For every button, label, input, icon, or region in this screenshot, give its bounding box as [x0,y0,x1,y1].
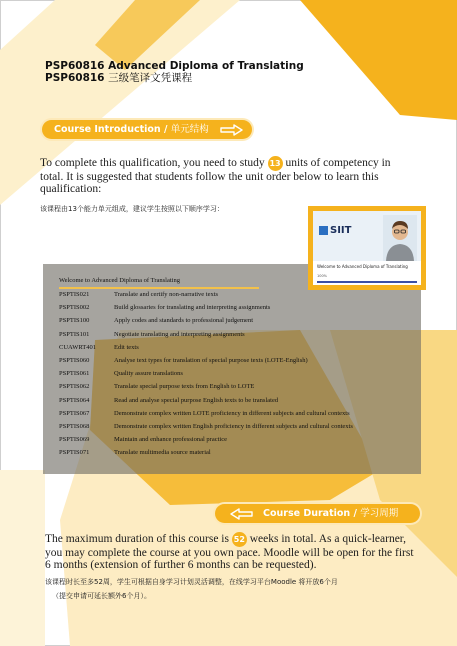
unit-row [59,449,211,456]
unit-code: CUAWRT401 [59,343,97,351]
unit-name: Demonstrate complex written LOTE proficiency in different subjects and cultural contexts [114,409,350,417]
course-code: PSP60816 [45,72,105,84]
unit-name: Build glossaries for translating and interpreting assignments [114,304,271,312]
units-title-underline [59,287,259,289]
units-list-panel [43,264,421,474]
course-title-cn: 三级笔译文凭课程 [108,72,193,84]
unit-code: PSPTIS067 [59,409,90,417]
unit-code: PSPTIS002 [59,304,90,312]
unit-code: PSPTIS021 [59,291,90,298]
duration-text: The maximum duration of this course is 52 weeks in total. As a quick-learner, you may complete the course at you own pace. Moodle will be open for the first 6 months (extension of further 6 months can be requested). [45,533,414,571]
units-count-badge: 13 [268,156,283,171]
unit-row [59,317,253,324]
unit-name: Negotiate translating and interpreting assignments [114,330,245,338]
course-introduction-pill [42,120,252,139]
unit-name: Analyse text types for translation of special purpose texts (LOTE-English) [114,357,308,364]
pill-label-en: Course Introduction [54,124,161,135]
unit-name: Quality assure translations [114,370,183,378]
unit-name: Translate special purpose texts from English to LOTE [114,383,255,391]
unit-row [59,291,218,298]
siit-logo-mark-icon [319,226,328,235]
unit-name: Read and analyse special purpose English texts to be translated [114,396,279,404]
duration-text-cn-line1: 该课程时长至多52周，学生可根据自身学习计划灵活调整，在线学习平台Moodle 将开放6个月 [45,578,338,586]
moodle-preview[interactable] [313,211,421,285]
arrow-left-icon [229,508,253,520]
siit-logo: SIIT [319,225,351,236]
duration-text-cn-line2: （提交申请可延长额外6个月）。 [52,592,151,600]
pill-label-cn: 单元结构 [170,124,209,135]
unit-code: PSPTIS061 [59,370,90,378]
pill-separator: / [350,508,361,519]
unit-row [59,383,254,390]
pill-label-en: Course Duration [263,508,351,519]
unit-code: PSPTIS068 [59,423,90,430]
pill-separator: / [160,124,171,135]
course-title: PSP60816 Advanced Diploma of Translating [45,60,304,72]
unit-row [59,344,139,351]
preview-banner [313,211,421,261]
course-heading [45,60,304,84]
unit-code: PSPTIS100 [59,317,90,325]
unit-code: PSPTIS069 [59,436,90,444]
unit-row [59,397,278,404]
preview-progress-bar [317,281,417,283]
unit-name: Demonstrate complex written English proficiency in different subjects and cultural contexts [114,423,353,430]
unit-row [59,357,308,364]
unit-code: PSPTIS071 [59,449,90,457]
unit-row [59,331,245,338]
unit-name: Translate and certify non-narrative texts [114,291,219,298]
unit-row [59,370,183,377]
unit-code: PSPTIS060 [59,357,90,364]
top-right-shape [300,0,457,120]
unit-code: PSPTIS064 [59,396,90,404]
units-list-title: Welcome to Advanced Diploma of Translating [59,277,180,284]
unit-row [59,423,353,430]
unit-row [59,436,227,443]
preview-course-title: Welcome to Advanced Diploma of Translating [317,264,408,269]
course-duration-pill [215,504,420,523]
arrow-right-icon [220,124,244,136]
student-photo-icon [383,215,417,261]
unit-row [59,410,350,417]
unit-name: Apply codes and standards to professional judgement [114,317,253,325]
course-title-cn-line [45,72,304,84]
unit-name: Edit texts [114,343,139,351]
pill-label-cn: 学习周期 [360,508,399,519]
unit-code: PSPTIS062 [59,383,90,391]
unit-name: Translate multimedia source material [114,449,211,457]
left-edge-shape [0,470,45,646]
introduction-text-cn: 该课程由13个能力单元组成，建议学生按照以下顺序学习： [40,205,224,213]
weeks-count-badge: 52 [232,532,247,547]
unit-row [59,304,270,311]
moodle-preview-frame [308,206,426,290]
unit-code: PSPTIS101 [59,330,90,338]
introduction-text: To complete this qualification, you need to study 13 units of competency in total. It is suggested that students follow the unit order below to learn this qualification: [40,157,391,195]
unit-name: Maintain and enhance professional practice [114,436,227,444]
preview-progress-text: 100% [317,274,328,278]
